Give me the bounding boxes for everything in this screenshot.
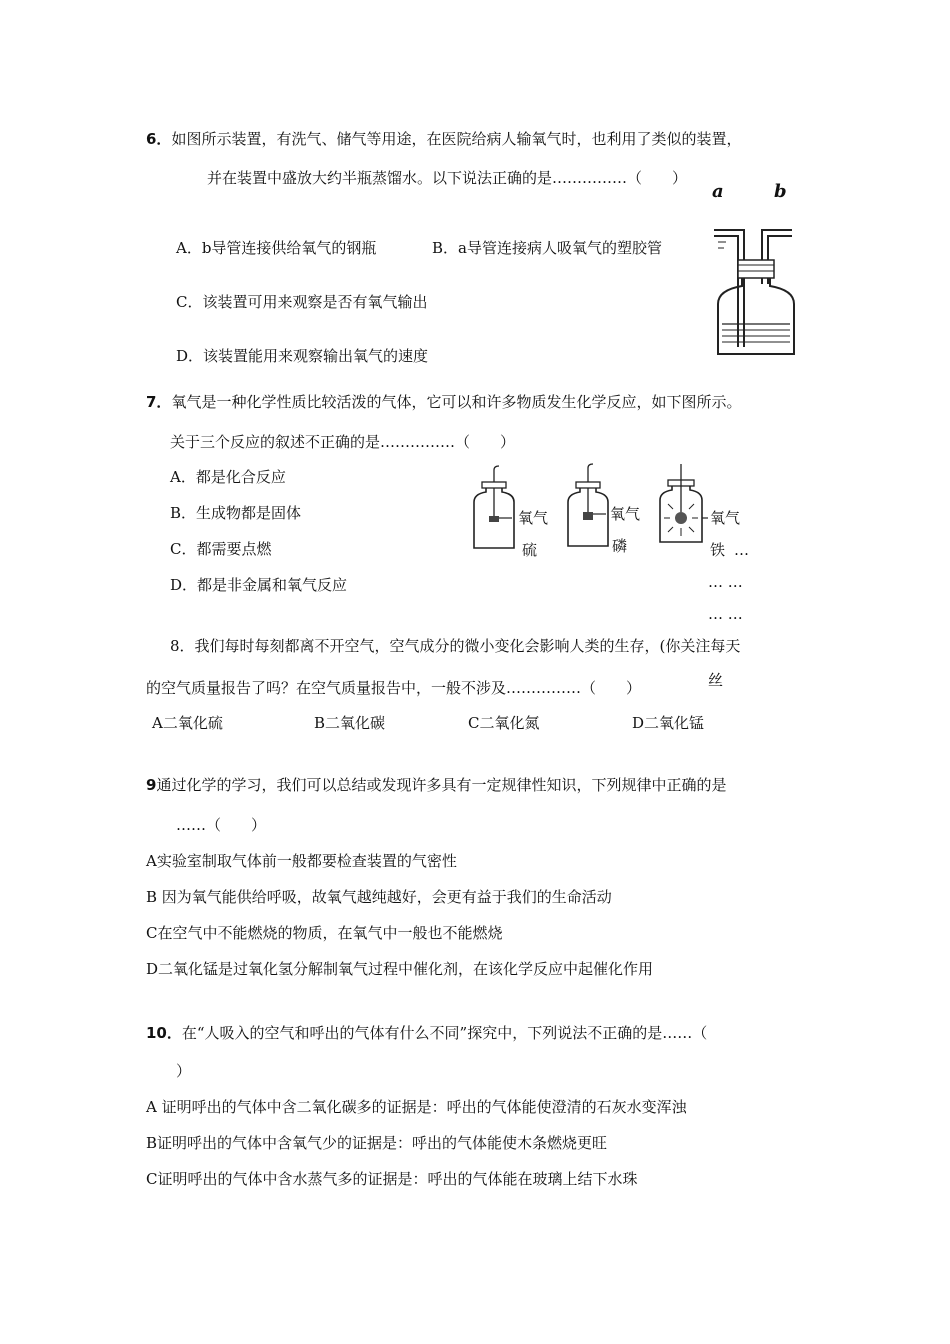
jar1-substance-label: 硫: [522, 541, 538, 559]
q8-line2: 的空气质量报告了吗？在空气质量报告中，一般不涉及……………（ ）: [146, 679, 642, 697]
bottle-drawing: [700, 172, 810, 362]
tube-label-a: a: [712, 181, 724, 202]
q8-option-c: C二氧化氮: [468, 714, 540, 732]
combustion-jars-figure: [468, 462, 768, 622]
jar3-gas-label: 氧气: [710, 509, 741, 527]
q7-line1: [146, 392, 741, 412]
q6-option-d: D．该装置能用来观察输出氧气的速度: [176, 347, 429, 365]
q8-option-b: B二氧化碳: [314, 714, 386, 732]
figure-dots-2: … …: [708, 573, 743, 591]
q6-option-a: A．b导管连接供给氧气的钢瓶: [176, 239, 377, 257]
figure-dots-1: …: [734, 541, 749, 559]
q7-line2: 关于三个反应的叙述不正确的是……………（ ）: [170, 433, 516, 451]
q10-line2: ）: [176, 1062, 192, 1080]
q10-option-c: C证明呼出的气体中含水蒸气多的证据是：呼出的气体能在玻璃上结下水珠: [146, 1170, 638, 1188]
q8-option-d: D二氧化锰: [632, 714, 705, 732]
q9-option-c: C在空气中不能燃烧的物质，在氧气中一般也不能燃烧: [146, 924, 503, 942]
q9-line1: [146, 775, 726, 795]
q8-option-a: A二氧化硫: [152, 714, 223, 732]
q9-option-d: D二氧化锰是过氧化氢分解制氧气过程中催化剂，在该化学反应中起催化作用: [146, 960, 654, 978]
tube-label-b: b: [774, 181, 787, 202]
q8-fragment: 丝: [708, 671, 724, 689]
jar2-substance-label: 磷: [612, 537, 628, 555]
jar-phosphorus: [568, 464, 608, 546]
q6-text: 如图所示装置，有洗气、储气等用途，在医院给病人输氧气时，也利用了类似的装置，: [171, 130, 742, 148]
jar3-substance-label: 铁: [710, 541, 726, 559]
jar2-gas-label: 氧气: [610, 505, 641, 523]
q7-option-b: B．生成物都是固体: [170, 504, 302, 522]
q9-option-b: B 因为氧气能供给呼吸，故氧气越纯越好，会更有益于我们的生命活动: [146, 888, 612, 906]
q9-number: 9: [146, 776, 157, 794]
q10-option-b: B证明呼出的气体中含氧气少的证据是：呼出的气体能使木条燃烧更旺: [146, 1134, 608, 1152]
q7-text: 氧气是一种化学性质比较活泼的气体，它可以和许多物质发生化学反应，如下图所示。: [171, 393, 742, 411]
jar-iron: [660, 464, 708, 542]
q10-number: 10．: [146, 1024, 182, 1042]
q7-number: 7．: [146, 393, 172, 411]
q8-line1: 8．我们每时每刻都离不开空气，空气成分的微小变化会影响人类的生存，(你关注每天: [170, 637, 741, 655]
jar-sulfur: [474, 466, 514, 548]
q6-line1: [146, 129, 741, 149]
jar1-gas-label: 氧气: [518, 509, 549, 527]
q10-option-a: A 证明呼出的气体中含二氧化碳多的证据是：呼出的气体能使澄清的石灰水变浑浊: [146, 1098, 687, 1116]
q6-option-c: C．该装置可用来观察是否有氧气输出: [176, 293, 428, 311]
q9-text: 通过化学的学习，我们可以总结或发现许多具有一定规律性知识，下列规律中正确的是: [156, 776, 727, 794]
q6-number: 6．: [146, 130, 172, 148]
q7-option-c: C．都需要点燃: [170, 540, 272, 558]
gas-washing-bottle-figure: [700, 172, 810, 362]
q6-option-b: B．a导管连接病人吸氧气的塑胶管: [432, 239, 662, 257]
q7-option-a: A．都是化合反应: [170, 468, 286, 486]
q9-line2: ……（ ）: [176, 816, 267, 834]
q6-line2: 并在装置中盛放大约半瓶蒸馏水。以下说法正确的是……………（ ）: [207, 169, 688, 187]
q10-text: 在“人吸入的空气和呼出的气体有什么不同”探究中，下列说法不正确的是……（: [181, 1024, 708, 1042]
q9-option-a: A实验室制取气体前一般都要检查装置的气密性: [146, 852, 457, 870]
figure-dots-3: … …: [708, 605, 743, 623]
q7-option-d: D．都是非金属和氧气反应: [170, 576, 348, 594]
q10-line1: [146, 1023, 707, 1043]
